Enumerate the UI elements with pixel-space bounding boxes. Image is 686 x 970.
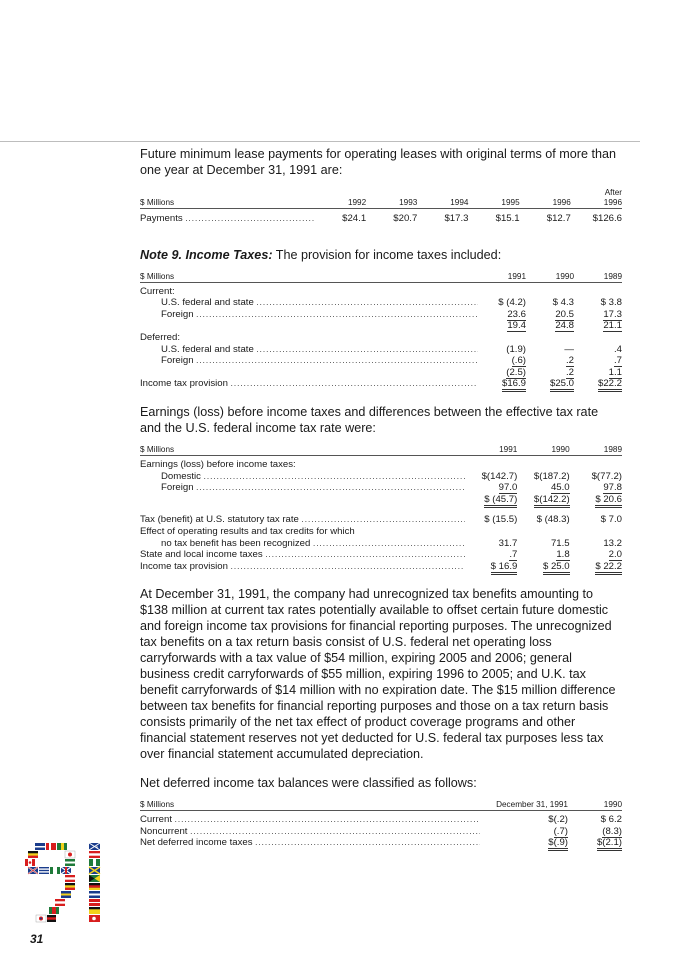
row-label: Foreign . . . (140, 355, 478, 367)
cell: $(77.2) (591, 470, 622, 482)
earnings-provision-row (140, 561, 622, 573)
row-label: U.S. federal and state . . . (140, 297, 478, 309)
row-label: Foreign . . . (140, 482, 465, 494)
page-number: 31 (30, 932, 44, 946)
cell: $ 20.6 (595, 494, 622, 508)
deferred-header-row (140, 800, 622, 811)
flags-91-logo-icon (25, 843, 103, 923)
row-label: Tax (benefit) at U.S. statutory tax rate . . . (140, 505, 465, 526)
deferred-col-header: 1990 (603, 800, 622, 810)
table-row (140, 538, 622, 550)
table-row (140, 297, 622, 309)
cell: (.7) (553, 825, 568, 837)
cell: $ 7.0 (600, 514, 622, 526)
note9-title: Note 9. Income Taxes: (140, 247, 273, 262)
table-row (140, 811, 622, 826)
table-row (140, 826, 622, 838)
cell: 97.8 (603, 482, 622, 494)
earnings-year: 1989 (603, 444, 622, 454)
digit-1-flags (89, 843, 100, 922)
provision-header-row (140, 272, 622, 283)
cell: $ (15.5) (484, 514, 518, 526)
lease-value: $15.1 (495, 213, 520, 224)
cell: $ 4.3 (552, 297, 574, 309)
cell: 71.5 (550, 537, 570, 549)
cell: 1.1 (608, 366, 622, 378)
cell: .7 (509, 549, 518, 561)
deferred-label: Deferred: (140, 331, 180, 343)
cell: $(187.2) (533, 470, 570, 482)
provision-year: 1990 (555, 271, 574, 281)
cell: 19.4 (507, 320, 526, 332)
deferred-total-row (140, 367, 622, 379)
cell: (8.3) (602, 825, 622, 837)
cell: $(.9) (548, 837, 568, 851)
earnings-header-row (140, 445, 622, 456)
row-label: State and local income taxes . . . (140, 549, 465, 561)
cell: $ (4.2) (498, 297, 526, 309)
cell: 97.0 (498, 482, 518, 494)
deferred-intro: Net deferred income tax balances were classified as follows: (140, 776, 477, 791)
after-line1: After (604, 188, 622, 197)
cell: .7 (613, 355, 622, 367)
cell: $(.2) (548, 814, 568, 826)
earnings-total-row (140, 494, 622, 506)
deferred-table (140, 800, 622, 849)
cell: 23.6 (507, 308, 526, 320)
cell: 13.2 (603, 537, 622, 549)
row-label: Current . . . (140, 811, 480, 826)
cell: $22.2 (598, 378, 622, 392)
cell: 24.8 (555, 320, 574, 332)
earnings-year: 1991 (499, 444, 518, 454)
row-label: no tax benefit has been recognized . . . (140, 538, 465, 550)
cell: 1.8 (556, 549, 570, 561)
lease-year: 1995 (501, 198, 520, 207)
lease-year: 1996 (552, 198, 571, 207)
lease-intro: Future minimum lease payments for operating leases with original terms of more than one year at December 31, 1991 are: (140, 147, 616, 177)
row-label: Net deferred income taxes . . . (140, 837, 480, 849)
earnings-intro: Earnings (loss) before income taxes and differences between the effective tax rate and the U.S. federal income tax rate were: (140, 404, 599, 435)
lease-value: $20.7 (393, 213, 418, 224)
cell: $ 22.2 (595, 561, 622, 575)
earnings-header-label: $ Millions (140, 444, 175, 454)
table-row (140, 482, 622, 494)
lease-value: $24.1 (342, 213, 367, 224)
cell: 45.0 (550, 482, 570, 494)
cell: $25.0 (550, 378, 574, 392)
cell: $(2.1) (597, 837, 622, 851)
table-row (140, 549, 622, 561)
cell: $ 3.8 (600, 297, 622, 309)
cell: (2.5) (506, 366, 526, 378)
lease-value: $126.6 (592, 213, 622, 224)
row-label: Foreign . . . (140, 309, 478, 321)
lease-value: $17.3 (444, 213, 469, 224)
cell: $(142.2) (534, 494, 570, 508)
cell: .2 (565, 366, 574, 378)
earnings-section-label: Earnings (loss) before income taxes: (140, 458, 296, 470)
row-label: Noncurrent . . . (140, 826, 480, 838)
cell: $ 25.0 (543, 561, 570, 575)
provision-year: 1991 (507, 271, 526, 281)
cell: $ (48.3) (536, 514, 570, 526)
table-row (140, 355, 622, 367)
cell: 2.0 (608, 549, 622, 561)
lease-year: 1992 (347, 198, 367, 207)
after-line2: 1996 (603, 198, 622, 207)
tax-narrative: At December 31, 1991, the company had unrecognized tax benefits amounting to $138 million at current tax rates potentially available to offset certain future domestic and foreign income tax provisions for financial reporting purposes. The unrecognized tax benefits on a tax return basis consist of U.S. federal net operating loss carryforwards with a tax value of $54 million, expiring 2005 and 2006; general business credit carryforwards of $55 million, expiring 1996 to 2005; and U.K. tax benefit carryforwards of $14 million with no expiration date. The $15 million difference between tax benefits for financial reporting purposes and those on a tax return basis consists primarily of the net tax effect of product coverage programs and other financial statement reserves not yet deducted for U.S. federal tax purposes less tax over financial statement accumulated depreciation. (140, 587, 616, 762)
cell: — (564, 343, 574, 355)
cell: 20.5 (555, 308, 574, 320)
digit-9-flags (25, 843, 75, 922)
provision-table (140, 272, 622, 390)
lease-value: $12.7 (546, 213, 571, 224)
table-row (140, 837, 622, 849)
row-label: U.S. federal and state . . . (140, 344, 478, 356)
lease-year: 1993 (399, 198, 418, 207)
row-label: Domestic . . . (140, 471, 465, 483)
earnings-table (140, 445, 622, 572)
provision-year: 1989 (603, 271, 622, 281)
row-label: Income tax provision . . . (140, 561, 465, 573)
top-rule (0, 141, 640, 142)
table-row (140, 344, 622, 356)
deferred-col-header: December 31, 1991 (496, 800, 568, 810)
logo-digits-text: 91 (25, 843, 27, 844)
current-label: Current: (140, 285, 175, 297)
cell: $ 16.9 (491, 561, 518, 575)
deferred-header-label: $ Millions (140, 800, 175, 810)
note9-heading (140, 247, 622, 263)
cell: 21.1 (603, 320, 622, 332)
cell: .4 (613, 343, 622, 355)
cell: (.6) (511, 355, 526, 367)
current-total-row (140, 320, 622, 332)
cell: $16.9 (502, 378, 526, 392)
lease-header-row (140, 188, 622, 209)
lease-header-label: $ Millions (140, 198, 175, 207)
cell: 31.7 (498, 537, 518, 549)
lease-payments-row (140, 209, 622, 225)
page-content (140, 146, 622, 849)
note9-intro: The provision for income taxes included: (272, 247, 502, 262)
table-row (140, 505, 622, 526)
provision-total-row (140, 378, 622, 390)
cell: $ 6.2 (600, 814, 622, 826)
lease-year-after (571, 188, 622, 209)
cell: $(142.7) (481, 470, 518, 482)
cell: .2 (565, 355, 574, 367)
table-row (140, 471, 622, 483)
earnings-year: 1990 (551, 444, 570, 454)
cell: (1.9) (506, 343, 526, 355)
provision-header-label: $ Millions (140, 271, 175, 281)
lease-table (140, 188, 622, 225)
cell: 17.3 (603, 308, 622, 320)
row-label: Income tax provision . . . (140, 378, 478, 390)
cell: $ (45.7) (484, 494, 517, 508)
effect-label-line1: Effect of operating results and tax credits for which (140, 525, 355, 537)
table-row (140, 309, 622, 321)
lease-row-label: Payments . . . (140, 209, 315, 225)
lease-year: 1994 (450, 198, 469, 207)
